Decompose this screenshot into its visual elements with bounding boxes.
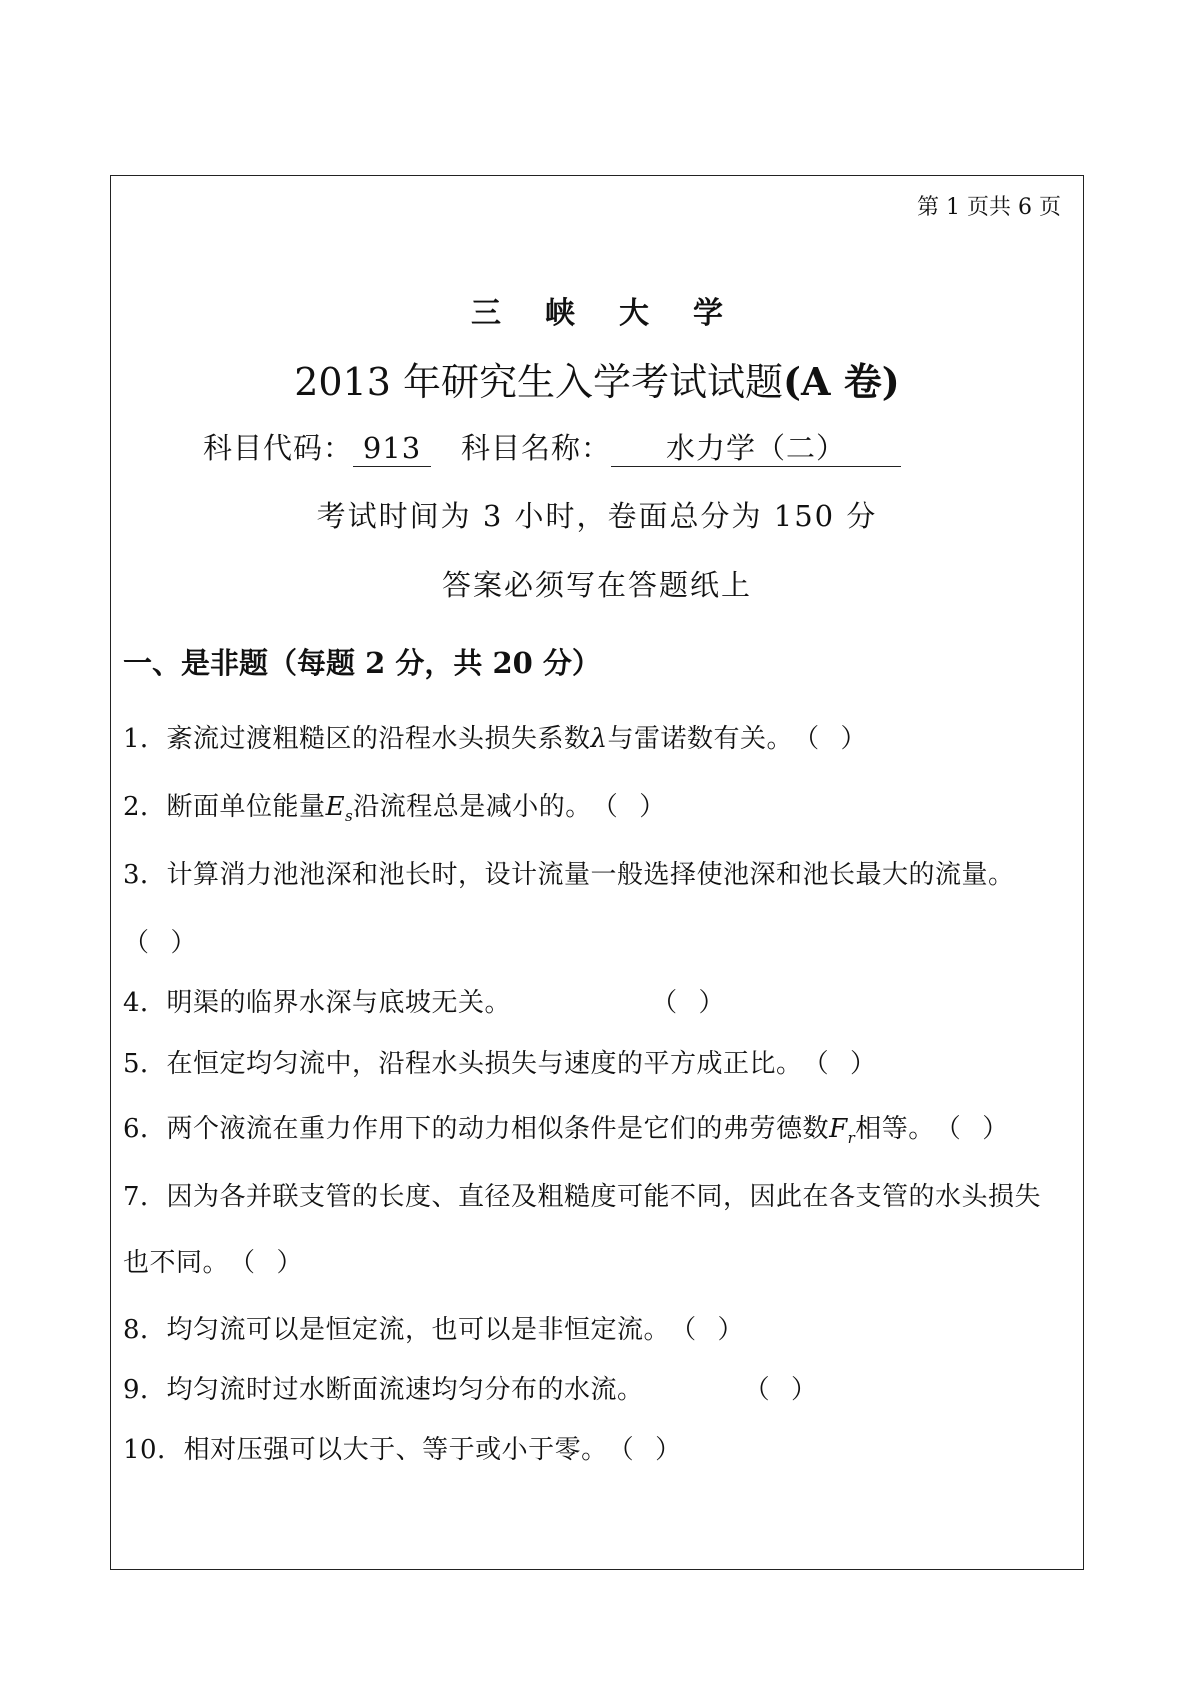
exam-title-main: 2013 年研究生入学考试试题 xyxy=(294,360,784,404)
answer-parens: （ ） xyxy=(934,1114,1009,1144)
question-number: 6． xyxy=(123,1114,167,1144)
answer-parens: （ ） xyxy=(670,1315,745,1345)
question-number: 1． xyxy=(123,724,167,754)
question-text: 计算消力池池深和池长时，设计流量一般选择使池深和池长最大的流量。 xyxy=(166,860,1015,890)
answer-parens: （ ） xyxy=(607,1435,682,1465)
question-7-continuation xyxy=(123,1242,303,1279)
question-text: 明渠的临界水深与底坡无关。 xyxy=(166,988,512,1018)
question-text-tail: 相等。 xyxy=(855,1114,935,1144)
answer-parens: （ ） xyxy=(123,928,197,958)
question-text: 在恒定均匀流中，沿程水头损失与速度的平方成正比。 xyxy=(166,1049,803,1079)
answer-sheet-note: 答案必须写在答题纸上 xyxy=(441,568,752,602)
exam-page-frame xyxy=(110,175,1084,1570)
subject-name-label: 科目名称： xyxy=(461,431,612,465)
question-number: 4． xyxy=(123,988,167,1018)
exam-title-suffix: (A 卷) xyxy=(783,359,900,404)
froude-number-symbol: $F_r$ xyxy=(829,1114,856,1148)
university-name: 三峡大学 xyxy=(471,296,767,331)
question-text: 两个液流在重力作用下的动力相似条件是它们的弗劳德数 xyxy=(166,1114,830,1144)
question-text-tail: 与雷诺数有关。 xyxy=(607,724,794,754)
question-text: 断面单位能量 xyxy=(166,792,326,822)
question-2 xyxy=(123,786,666,825)
question-text: 均匀流时过水断面流速均匀分布的水流。 xyxy=(166,1375,644,1405)
question-number: 8． xyxy=(123,1315,167,1345)
question-7 xyxy=(123,1176,1041,1213)
section-title: 一、是非题（每题 2 分，共 20 分） xyxy=(123,646,601,680)
answer-parens: （ ） xyxy=(802,1049,877,1079)
question-number: 5． xyxy=(123,1049,167,1079)
question-number: 10． xyxy=(123,1435,184,1465)
subject-name-value: 水力学（二） xyxy=(611,430,901,467)
question-6 xyxy=(123,1108,1009,1147)
question-8 xyxy=(123,1309,744,1346)
question-10 xyxy=(123,1429,682,1466)
lambda-symbol: λ xyxy=(590,724,608,754)
specific-energy-symbol: $E_s$ xyxy=(325,792,354,826)
subject-line xyxy=(203,426,901,467)
question-number: 9． xyxy=(123,1375,167,1405)
question-1 xyxy=(123,718,867,755)
exam-title xyxy=(111,351,1083,406)
answer-parens: （ ） xyxy=(651,988,726,1018)
question-5 xyxy=(123,1043,877,1080)
question-text-tail: 沿流程总是减小的。 xyxy=(353,792,592,822)
answer-parens: （ ） xyxy=(793,724,868,754)
question-text: 因为各并联支管的长度、直径及粗糙度可能不同，因此在各支管的水头损失 xyxy=(166,1182,1042,1212)
question-number: 2． xyxy=(123,792,167,822)
exam-time-note: 考试时间为 3 小时，卷面总分为 150 分 xyxy=(316,499,878,533)
question-9 xyxy=(123,1369,818,1406)
answer-parens: （ ） xyxy=(229,1248,304,1278)
question-text: 相对压强可以大于、等于或小于零。 xyxy=(183,1435,608,1465)
question-number: 7． xyxy=(123,1182,167,1212)
question-3-parens-line xyxy=(123,922,197,959)
question-text: 也不同。 xyxy=(123,1248,230,1278)
question-number: 3． xyxy=(123,860,167,890)
page-number: 第 1 页共 6 页 xyxy=(917,195,1061,220)
answer-parens: （ ） xyxy=(743,1375,818,1405)
question-4 xyxy=(123,982,725,1019)
answer-parens: （ ） xyxy=(591,792,666,822)
question-text: 均匀流可以是恒定流，也可以是非恒定流。 xyxy=(166,1315,671,1345)
subject-code-value: 913 xyxy=(353,430,431,467)
question-text: 紊流过渡粗糙区的沿程水头损失系数 xyxy=(166,724,591,754)
subject-code-label: 科目代码： xyxy=(203,431,354,465)
question-3 xyxy=(123,854,1015,891)
